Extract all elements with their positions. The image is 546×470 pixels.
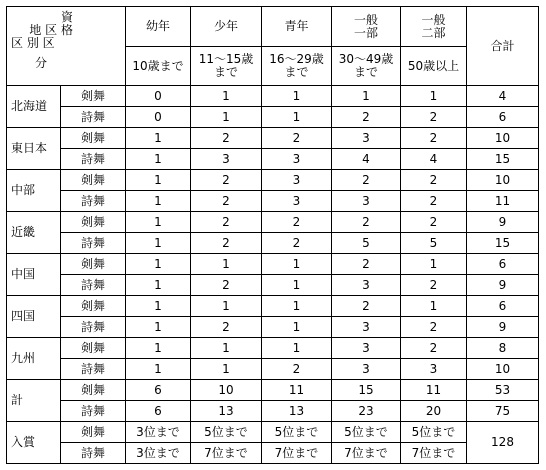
table-row bbox=[7, 128, 539, 149]
kenbu-label: 剣舞 bbox=[61, 338, 126, 359]
count-cell: 2 bbox=[332, 254, 401, 275]
col-range-yonen: 10歳まで bbox=[126, 47, 191, 86]
region-label: 近畿 bbox=[7, 212, 61, 254]
award-rank-cell: 5位まで bbox=[262, 422, 332, 443]
table-row bbox=[7, 401, 539, 422]
shibu-label: 詩舞 bbox=[61, 191, 126, 212]
col-header-shonen: 少年 bbox=[191, 7, 262, 47]
count-cell: 2 bbox=[191, 317, 262, 338]
entry-quota-table bbox=[6, 6, 539, 464]
shibu-label: 詩舞 bbox=[61, 359, 126, 380]
shibu-label: 詩舞 bbox=[61, 275, 126, 296]
count-cell: 3 bbox=[262, 191, 332, 212]
count-cell: 13 bbox=[191, 401, 262, 422]
count-cell: 3 bbox=[401, 359, 467, 380]
col-range-ippan-2: 50歳以上 bbox=[401, 47, 467, 86]
table-row bbox=[7, 170, 539, 191]
table-row bbox=[7, 254, 539, 275]
kenbu-label: 剣舞 bbox=[61, 296, 126, 317]
count-cell: 1 bbox=[126, 359, 191, 380]
count-cell: 2 bbox=[401, 275, 467, 296]
col-header-ippan-2: 一般 二部 bbox=[401, 7, 467, 47]
count-cell: 1 bbox=[126, 254, 191, 275]
count-cell: 1 bbox=[191, 107, 262, 128]
count-cell: 1 bbox=[401, 254, 467, 275]
region-label: 中国 bbox=[7, 254, 61, 296]
table-row bbox=[7, 233, 539, 254]
region-label: 東日本 bbox=[7, 128, 61, 170]
count-cell: 4 bbox=[332, 149, 401, 170]
shibu-label: 詩舞 bbox=[61, 401, 126, 422]
count-cell: 2 bbox=[401, 317, 467, 338]
kenbu-label: 剣舞 bbox=[61, 254, 126, 275]
count-cell: 2 bbox=[191, 128, 262, 149]
count-cell: 0 bbox=[126, 86, 191, 107]
count-cell: 2 bbox=[191, 191, 262, 212]
row-total-cell: 75 bbox=[467, 401, 539, 422]
region-label: 北海道 bbox=[7, 86, 61, 128]
table-row bbox=[7, 338, 539, 359]
corner-middle: 区 別 区 bbox=[11, 36, 55, 50]
row-total-cell: 11 bbox=[467, 191, 539, 212]
table-row bbox=[7, 317, 539, 338]
kenbu-label: 剣舞 bbox=[61, 170, 126, 191]
kenbu-label: 剣舞 bbox=[61, 422, 126, 443]
table-row bbox=[7, 380, 539, 401]
count-cell: 2 bbox=[332, 296, 401, 317]
region-label: 中部 bbox=[7, 170, 61, 212]
row-total-cell: 9 bbox=[467, 275, 539, 296]
count-cell: 1 bbox=[191, 86, 262, 107]
row-total-cell: 10 bbox=[467, 359, 539, 380]
count-cell: 3 bbox=[332, 359, 401, 380]
count-cell: 2 bbox=[401, 128, 467, 149]
count-cell: 1 bbox=[126, 296, 191, 317]
count-cell: 3 bbox=[332, 128, 401, 149]
count-cell: 3 bbox=[191, 149, 262, 170]
row-total-cell: 6 bbox=[467, 107, 539, 128]
table-row bbox=[7, 86, 539, 107]
count-cell: 3 bbox=[262, 170, 332, 191]
award-label: 入賞 bbox=[7, 422, 61, 464]
award-rank-cell: 3位まで bbox=[126, 443, 191, 464]
count-cell: 1 bbox=[126, 338, 191, 359]
count-cell: 15 bbox=[332, 380, 401, 401]
count-cell: 1 bbox=[126, 128, 191, 149]
award-rank-cell: 5位まで bbox=[332, 422, 401, 443]
kenbu-label: 剣舞 bbox=[61, 212, 126, 233]
count-cell: 1 bbox=[401, 86, 467, 107]
row-total-cell: 10 bbox=[467, 128, 539, 149]
count-cell: 1 bbox=[262, 338, 332, 359]
count-cell: 0 bbox=[126, 107, 191, 128]
row-total-cell: 6 bbox=[467, 296, 539, 317]
count-cell: 23 bbox=[332, 401, 401, 422]
count-cell: 1 bbox=[332, 86, 401, 107]
award-rank-cell: 5位まで bbox=[191, 422, 262, 443]
region-label: 計 bbox=[7, 380, 61, 422]
count-cell: 2 bbox=[191, 212, 262, 233]
count-cell: 2 bbox=[401, 170, 467, 191]
region-label: 四国 bbox=[7, 296, 61, 338]
count-cell: 1 bbox=[191, 296, 262, 317]
region-label: 九州 bbox=[7, 338, 61, 380]
count-cell: 3 bbox=[332, 338, 401, 359]
count-cell: 1 bbox=[262, 107, 332, 128]
count-cell: 1 bbox=[126, 275, 191, 296]
table-row bbox=[7, 191, 539, 212]
count-cell: 2 bbox=[262, 212, 332, 233]
count-cell: 2 bbox=[332, 170, 401, 191]
count-cell: 6 bbox=[126, 401, 191, 422]
count-cell: 1 bbox=[191, 338, 262, 359]
corner-bottom: 分 bbox=[35, 56, 48, 70]
count-cell: 2 bbox=[401, 338, 467, 359]
kenbu-label: 剣舞 bbox=[61, 380, 126, 401]
table-row bbox=[7, 149, 539, 170]
count-cell: 13 bbox=[262, 401, 332, 422]
grand-total-cell: 128 bbox=[467, 422, 539, 464]
award-rank-cell: 5位まで bbox=[401, 422, 467, 443]
count-cell: 3 bbox=[332, 191, 401, 212]
row-total-cell: 15 bbox=[467, 149, 539, 170]
count-cell: 1 bbox=[126, 170, 191, 191]
count-cell: 1 bbox=[191, 254, 262, 275]
table-row bbox=[7, 275, 539, 296]
row-total-cell: 15 bbox=[467, 233, 539, 254]
award-row bbox=[7, 422, 539, 443]
row-total-cell: 53 bbox=[467, 380, 539, 401]
row-total-cell: 10 bbox=[467, 170, 539, 191]
count-cell: 3 bbox=[332, 317, 401, 338]
award-rank-cell: 7位まで bbox=[262, 443, 332, 464]
award-rank-cell: 7位まで bbox=[191, 443, 262, 464]
row-total-cell: 6 bbox=[467, 254, 539, 275]
count-cell: 2 bbox=[191, 170, 262, 191]
award-rank-cell: 7位まで bbox=[332, 443, 401, 464]
count-cell: 11 bbox=[262, 380, 332, 401]
row-total-cell: 9 bbox=[467, 317, 539, 338]
shibu-label: 詩舞 bbox=[61, 443, 126, 464]
shibu-label: 詩舞 bbox=[61, 107, 126, 128]
count-cell: 5 bbox=[401, 233, 467, 254]
count-cell: 2 bbox=[262, 359, 332, 380]
count-cell: 2 bbox=[262, 128, 332, 149]
count-cell: 20 bbox=[401, 401, 467, 422]
count-cell: 1 bbox=[126, 149, 191, 170]
count-cell: 1 bbox=[262, 254, 332, 275]
award-rank-cell: 7位まで bbox=[401, 443, 467, 464]
col-header-yonen: 幼年 bbox=[126, 7, 191, 47]
shibu-label: 詩舞 bbox=[61, 233, 126, 254]
count-cell: 1 bbox=[126, 191, 191, 212]
count-cell: 2 bbox=[332, 107, 401, 128]
count-cell: 2 bbox=[262, 233, 332, 254]
count-cell: 2 bbox=[191, 233, 262, 254]
count-cell: 2 bbox=[401, 107, 467, 128]
shibu-label: 詩舞 bbox=[61, 149, 126, 170]
shibu-label: 詩舞 bbox=[61, 317, 126, 338]
col-range-ippan-1: 30～49歳 まで bbox=[332, 47, 401, 86]
count-cell: 2 bbox=[401, 191, 467, 212]
count-cell: 2 bbox=[332, 212, 401, 233]
count-cell: 3 bbox=[332, 275, 401, 296]
count-cell: 6 bbox=[126, 380, 191, 401]
row-total-cell: 8 bbox=[467, 338, 539, 359]
count-cell: 1 bbox=[262, 275, 332, 296]
col-range-shonen: 11～15歳 まで bbox=[191, 47, 262, 86]
award-row bbox=[7, 443, 539, 464]
count-cell: 1 bbox=[126, 317, 191, 338]
count-cell: 2 bbox=[401, 212, 467, 233]
col-header-seinen: 青年 bbox=[262, 7, 332, 47]
row-total-cell: 9 bbox=[467, 212, 539, 233]
count-cell: 1 bbox=[191, 359, 262, 380]
table-row bbox=[7, 212, 539, 233]
table-row bbox=[7, 359, 539, 380]
corner-top: 資 地 区 格 bbox=[29, 10, 73, 37]
award-rank-cell: 3位まで bbox=[126, 422, 191, 443]
col-header-ippan-1: 一般 一部 bbox=[332, 7, 401, 47]
count-cell: 1 bbox=[262, 86, 332, 107]
kenbu-label: 剣舞 bbox=[61, 86, 126, 107]
kenbu-label: 剣舞 bbox=[61, 128, 126, 149]
count-cell: 1 bbox=[401, 296, 467, 317]
count-cell: 10 bbox=[191, 380, 262, 401]
corner-header bbox=[7, 7, 126, 86]
count-cell: 11 bbox=[401, 380, 467, 401]
row-total-cell: 4 bbox=[467, 86, 539, 107]
col-range-seinen: 16～29歳 まで bbox=[262, 47, 332, 86]
count-cell: 1 bbox=[126, 212, 191, 233]
count-cell: 5 bbox=[332, 233, 401, 254]
count-cell: 4 bbox=[401, 149, 467, 170]
count-cell: 1 bbox=[262, 317, 332, 338]
count-cell: 3 bbox=[262, 149, 332, 170]
count-cell: 1 bbox=[262, 296, 332, 317]
col-header-total: 合計 bbox=[467, 7, 539, 86]
table-row bbox=[7, 107, 539, 128]
table-row bbox=[7, 296, 539, 317]
count-cell: 1 bbox=[126, 233, 191, 254]
count-cell: 2 bbox=[191, 275, 262, 296]
